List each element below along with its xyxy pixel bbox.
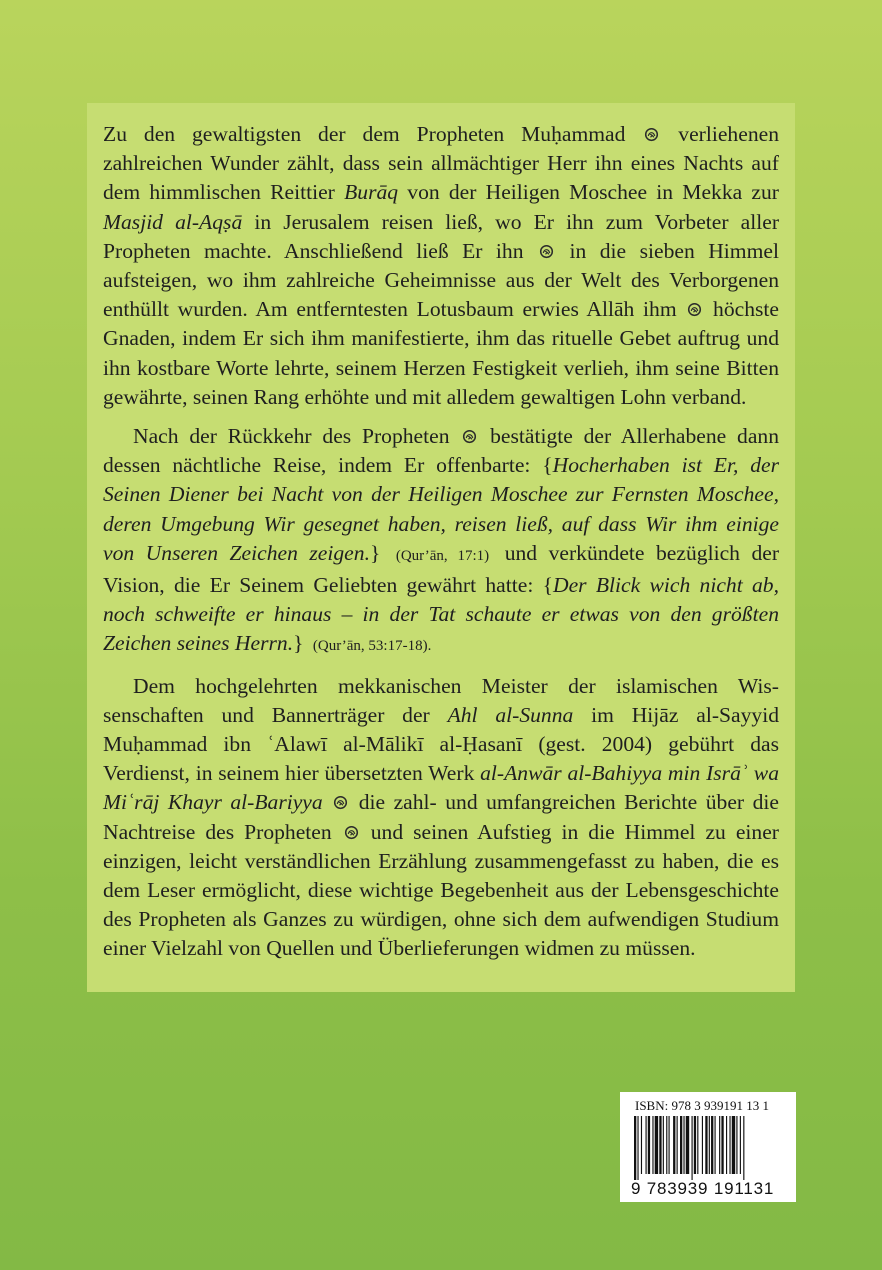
salawat-calligraphy-icon <box>333 795 348 810</box>
isbn-barcode-box <box>620 1092 796 1202</box>
salawat-calligraphy-icon <box>687 302 702 317</box>
barcode-bar <box>659 1116 661 1174</box>
barcode-bar <box>705 1116 707 1174</box>
barcode-bar <box>683 1116 684 1174</box>
barcode-bar <box>634 1116 636 1180</box>
isbn-label: ISBN: 978 3 939191 13 1 <box>635 1098 769 1113</box>
salawat-calligraphy-icon <box>344 825 359 840</box>
barcode-bar <box>697 1116 698 1174</box>
barcode-bar <box>732 1116 735 1174</box>
barcode-icon <box>634 1116 784 1180</box>
barcode-bar <box>680 1116 682 1174</box>
barcode-bar <box>663 1116 664 1174</box>
salawat-calligraphy-icon <box>462 429 477 444</box>
barcode-bar <box>719 1116 720 1174</box>
barcode-bar <box>715 1116 716 1174</box>
barcode-bar <box>709 1116 710 1174</box>
salawat-calligraphy-icon <box>539 244 554 259</box>
barcode-bar <box>673 1116 675 1174</box>
barcode-bar <box>637 1116 638 1180</box>
barcode-bar <box>740 1116 741 1174</box>
salawat-calligraphy-icon <box>644 127 659 142</box>
barcode-bar <box>702 1116 703 1174</box>
back-cover-blurb <box>103 120 779 974</box>
barcode-bar <box>726 1116 727 1174</box>
barcode-bar <box>669 1116 670 1174</box>
barcode-bar <box>686 1116 689 1174</box>
barcode-bar <box>677 1116 678 1174</box>
barcode-bar <box>743 1116 744 1180</box>
barcode-bar <box>655 1116 658 1174</box>
blurb-paragraph-1: Zu den gewaltigsten der dem Propheten Muḥammad verliehenen zahlreichen Wunder zählt, dass sein allmächtiger Herr ihn eines Nachts auf dem himmlischen Reittier Burāq von der Heiligen Moschee in Mekka zur Masjid al-Aqṣā in Jerusalem reisen ließ, wo Er ihn zum Vorbeter aller Propheten machte. Anschließend ließ Er ihn in die sieben Himmel aufsteigen, wo ihm zahlreiche Geheimnisse aus der Welt des Verborgenen enthüllt wurden. Am entferntesten Lotusbaum erwies Allāh ihm höchste Gnaden, indem Er sich ihm manifestierte, ihm das rituelle Gebet auftrug und ihn kostbare Worte lehrte, seinem Herzen Festigkeit verlieh, ihm seine Bitten gewährte, seinen Rang erhöhte und mit alledem gewaltigen Lohn verband. <box>103 122 780 409</box>
blurb-paragraph-3: Dem hochgelehrten mekkanischen Meister der islamischen Wissenschaften und Bannerträger der Ahl al-Sunna im Hijāz al-Sayyid Muḥammad ibn ʿAlawī al-Mālikī al-Ḥasanī (gest. 2004) gebührt das Verdienst, in seinem hier übersetzten Werk al-Anwār al-Bahiyya min Isrāʾ wa Miʿrāj Khayr al-Bariyya die zahl- und umfangreichen Berichte über die Nachtreise des Propheten und seinen Aufstieg in die Himmel zu einer einzigen, leicht verständlichen Erzählung zusammengefasst zu haben, die es dem Leser ermöglicht, diese wichtige Begebenheit aus der Lebensgeschichte des Propheten als Ganzes zu würdigen, ohne sich dem aufwendigen Studium einer Vielzahl von Quellen und Überlieferungen widmen zu müssen. <box>103 673 779 961</box>
barcode-bar <box>694 1116 696 1174</box>
quran-reference: (Qur’ān, 17:1) <box>395 547 490 564</box>
isbn-digits: 9 783939 191131 <box>631 1179 775 1198</box>
barcode-bar <box>729 1116 730 1174</box>
barcode-bar <box>721 1116 723 1174</box>
barcode-bar <box>646 1116 647 1174</box>
blurb-paragraph-2: Nach der Rückkehr des Propheten bestätigte der Allerhabene dann dessen nächtliche Reise, indem Er offenbarte: {Hocherhaben ist Er, der Seinen Diener bei Nacht von der Heiligen Moschee zur Fernsten Moschee, deren Umgebung Wir gesegnet haben, reisen ließ, auf dass Wir ihm einige von Unseren Zeichen zeigen.} (Qur’ān, 17:1) und verkündete bezüglich der Vision, die Er Seinem Geliebten gewährt hatte: {Der Blick wich nicht ab, noch schweifte er hinaus – in der Tat schaute er etwas von den größten Zeichen seines Herrn.} (Qur’ān, 53:17-18). <box>103 424 780 656</box>
barcode-bar <box>652 1116 653 1174</box>
quran-reference: (Qur’ān, 53:17-18). <box>312 638 432 655</box>
barcode-bar <box>711 1116 713 1174</box>
barcode-bar <box>641 1116 642 1174</box>
barcode-bar <box>648 1116 650 1174</box>
barcode-bar <box>736 1116 737 1174</box>
barcode-bar <box>692 1116 693 1180</box>
barcode-bar <box>666 1116 667 1174</box>
